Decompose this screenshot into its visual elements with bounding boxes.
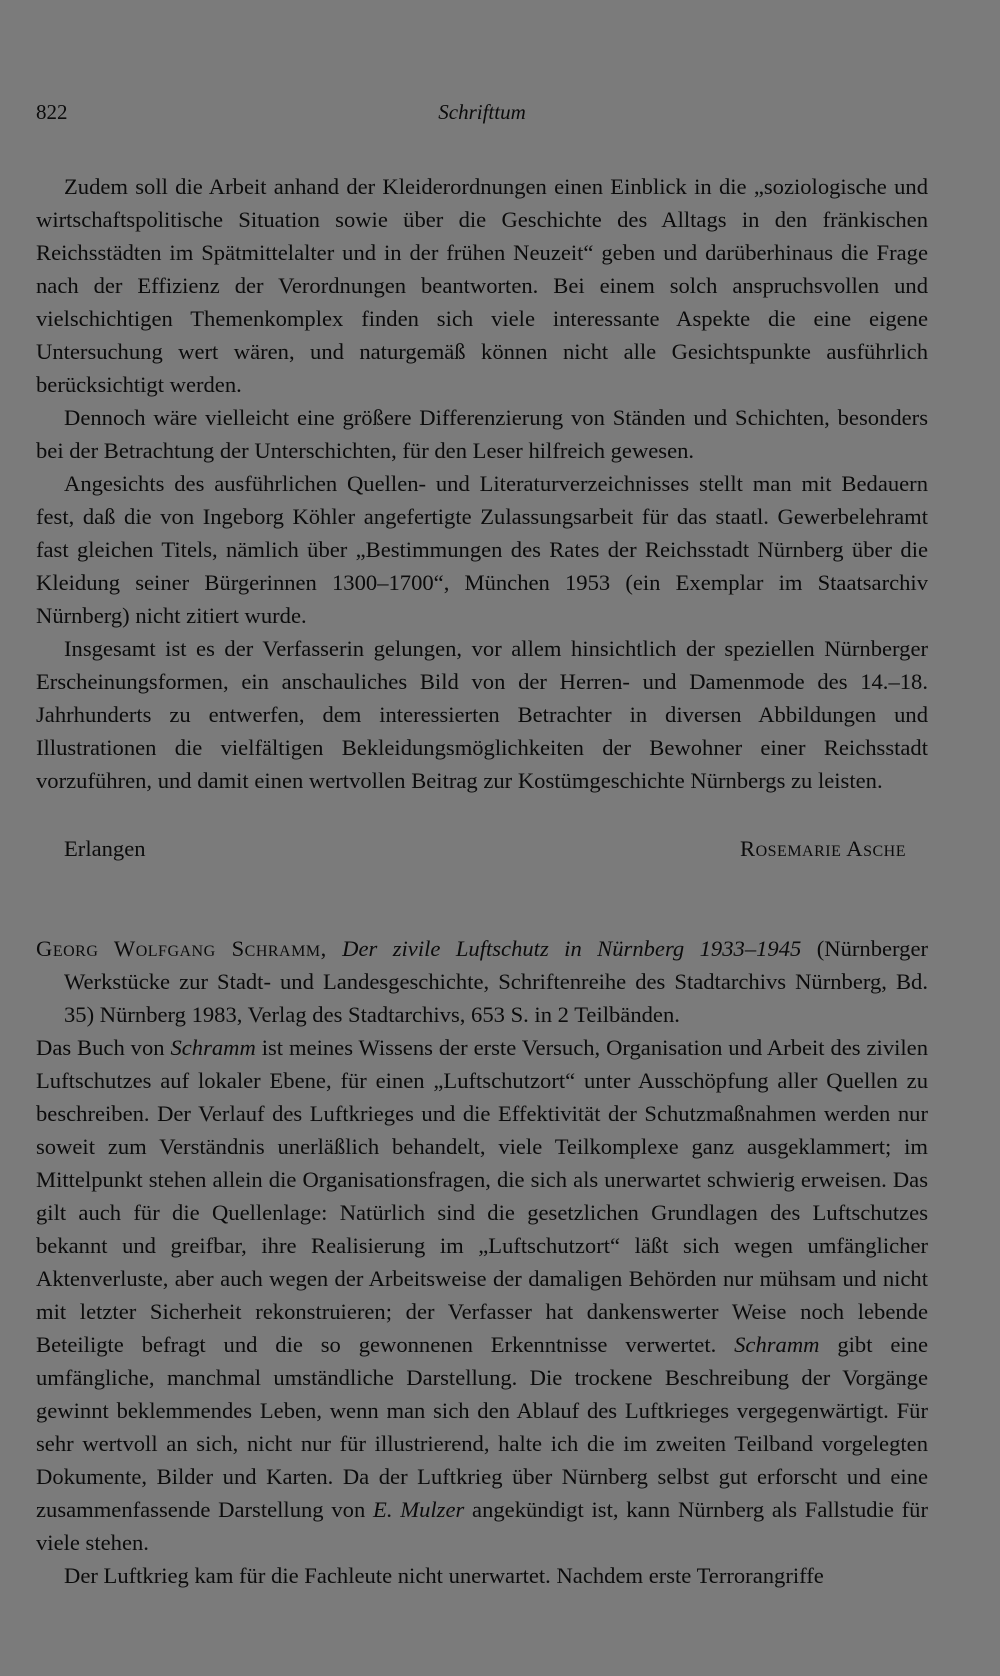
bibliographic-entry xyxy=(36,932,928,1031)
review-2 xyxy=(36,932,928,1592)
paragraph: Insgesamt ist es der Verfasserin gelungen, vor allem hinsichtlich der speziellen Nürnberger Erscheinungsformen, ein anschauliches Bild von der Herren- und Damenmode des 14.–18. Jahrhunderts zu entwerfen, dem interessierten Betrachter in diversen Abbildungen und Illustrationen die vielfältigen Bekleidungsmöglichkeiten der Bewohner einer Reichsstadt vorzuführen, und damit einen wertvollen Beitrag zur Kostümgeschichte Nürnbergs zu leisten. xyxy=(36,636,928,793)
page-number: 822 xyxy=(36,100,68,124)
paragraph: Der Luftkrieg kam für die Fachleute nicht unerwartet. Nachdem erste Terrorangriffe xyxy=(64,1563,824,1588)
citation-details: (Nürnberger Werkstücke zur Stadt- und Landesgeschichte, Schriftenreihe des Stadtarchivs Nürnberg, Bd. 35) Nürnberg 1983, Verlag des Stadtarchivs, 653 S. in 2 Teilbänden. xyxy=(64,936,928,1027)
text-run: Das Buch von xyxy=(36,1035,171,1060)
reviewer-name: Rosemarie Asche xyxy=(740,836,906,861)
book-title: Der zivile Luftschutz in Nürnberg 1933–1945 xyxy=(342,936,802,961)
paragraph xyxy=(36,1031,928,1559)
author-mention: Schramm xyxy=(734,1332,820,1357)
paragraph: Angesichts des ausführlichen Quellen- und Literaturverzeichnisses stellt man mit Bedauern fest, daß die von Ingeborg Köhler angefertigte Zulassungsarbeit für das staatl. Gewerbelehramt fast gleichen Titels, nämlich über „Bestimmungen des Rates der Reichsstadt Nürnberg über die Kleidung seiner Bürgerinnen 1300–1700“, München 1953 (ein Exemplar im Staatsarchiv Nürnberg) nicht zitiert wurde. xyxy=(36,471,928,628)
paragraph: Dennoch wäre vielleicht eine größere Differenzierung von Ständen und Schichten, besonders bei der Betrachtung der Unterschichten, für den Leser hilfreich gewesen. xyxy=(36,405,928,463)
author-mention: E. Mulzer xyxy=(373,1497,465,1522)
text-run: angekündigt ist, kann Nürnberg als Fallstudie für viele stehen. xyxy=(36,1497,929,1555)
text-run: gibt eine umfängliche, manchmal umständliche Darstellung. Die trockene Beschreibung der Vorgänge gewinnt beklemmendes Leben, wenn man sich den Ablauf des Luftkrieges vergegenwärtigt. Für sehr wertvoll an sich, nicht nur für illustrierend, halte ich die im zweiten Teilband vorgelegten Dokumente, Bilder und Karten. Da der Luftkrieg über Nürnberg selbst gut erforscht und eine zusammenfassende Darstellung von xyxy=(36,1332,928,1522)
book-author: Georg Wolfgang Schramm, xyxy=(36,936,327,961)
text-run: ist meines Wissens der erste Versuch, Organisation und Arbeit des zivilen Luftschutzes auf lokaler Ebene, für einen „Luftschutzort“ unter Ausschöpfung aller Quellen zu beschreiben. Der Verlauf des Luftkrieges und die Effektivität der Schutzmaßnahmen werden nur soweit zum Verständnis unerläßlich behandelt, viele Teilkomplexe ganz ausgeklammert; im Mittelpunkt stehen allein die Organisationsfragen, die sich als unerwartet schwierig erweisen. Das gilt auch für die Quellenlage: Natürlich sind die gesetzlichen Grundlagen des Luftschutzes bekannt und greifbar, ihre Realisierung im „Luftschutzort“ läßt sich wegen umfänglicher Aktenverluste, aber auch wegen der Arbeitsweise der damaligen Behörden nur mühsam und nicht mit letzter Sicherheit rekonstruieren; der Verfasser hat dankenswerter Weise noch lebende Beteiligte befragt und die so gewonnenen Erkenntnisse verwertet. xyxy=(36,1035,928,1357)
running-title: Schrifttum xyxy=(438,100,526,124)
author-mention: Schramm xyxy=(170,1035,256,1060)
review-place: Erlangen xyxy=(64,836,146,861)
page-header xyxy=(36,100,928,130)
review-1-body xyxy=(36,170,928,797)
paragraph: Zudem soll die Arbeit anhand der Kleiderordnungen einen Einblick in die „soziologische und wirtschaftspolitische Situation sowie über die Geschichte des Alltags in den fränkischen Reichsstädten im Spätmittelalter und in der frühen Neuzeit“ geben und darüberhinaus die Frage nach der Effizienz der Verordnungen beantworten. Bei einem solch anspruchsvollen und vielschichtigen Themenkomplex finden sich viele interessante Aspekte die eine eigene Untersuchung wert wären, und naturgemäß können nicht alle Gesichtspunkte ausführlich berücksichtigt werden. xyxy=(36,174,928,397)
